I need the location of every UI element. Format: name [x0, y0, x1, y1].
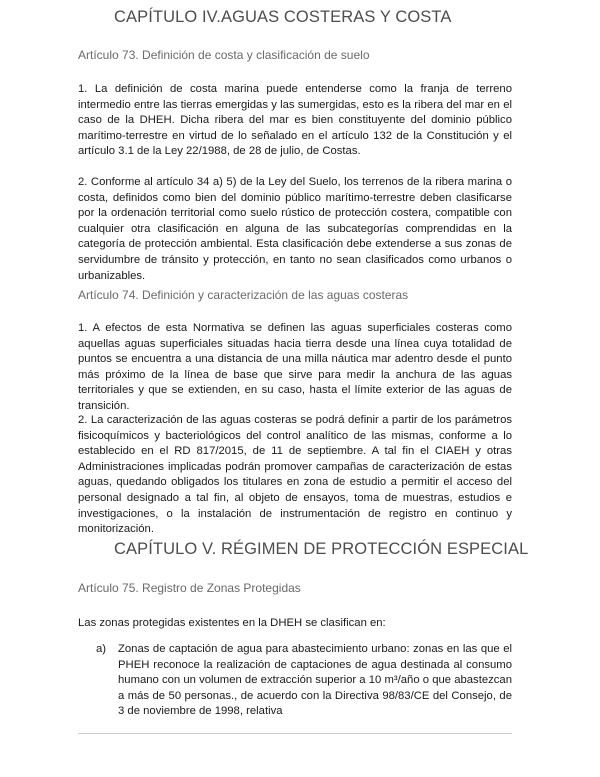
article-75-intro: Las zonas protegidas existentes en la DHEH se clasifican en: [78, 617, 386, 629]
article-73-paragraph-2: 2. Conforme al artículo 34 a) 5) de la Ley del Suelo, los terrenos de la ribera marina o costa, definidos como bien del dominio público marítimo-terrestre deben clasificarse por la ordenación territorial como suelo rústico de protección costera, compatible con cualquier otra clasificación en alguna de las subcategorías comprendidas en la categoría de protección ambiental. Esta clasificación debe extenderse a sus zonas de servidumbre de tránsito y protección, en tanto no sean clasificados como urbanos o urbanizables. [78, 176, 512, 282]
article-75-title: Artículo 75. Registro de Zonas Protegidas [78, 581, 301, 595]
article-74-paragraph-2: 2. La caracterización de las aguas costeras se podrá definir a partir de los parámetros fisicoquímicos y bacteriológicos del control analítico de las mismas, conforme a lo establecido en el RD 817/2015, de 11 de septiembre. A tal fin el CIAEH y otras Administraciones implicadas podrán promover campañas de caracterización de estas aguas, quedando obligados los titulares en zona de estudio a permitir el acceso del personal designado a tal fin, al objeto de ensayos, toma de muestras, estudios e investigaciones, o la instalación de instrumentación de registro en continuo y monitorización. [78, 414, 512, 536]
list-item-a-text: Zonas de captación de agua para abastecimiento urbano: zonas en las que el PHEH reconoce la realización de captaciones de agua destinada al consumo humano con un volumen de extracción superior a 10 m³/año o que abastezcan a más de 50 personas., de acuerdo con la Directiva 98/83/CE del Consejo, de 3 de noviembre de 1998, relativa [118, 643, 512, 718]
article-74-paragraph-1: 1. A efectos de esta Normativa se definen las aguas superficiales costeras como aquellas aguas superficiales situadas hacia tierra desde una línea cuya totalidad de puntos se encuentra a una distancia de una milla náutica mar adentro desde el punto más próximo de la línea de base que sirve para medir la anchura de las aguas territoriales y que se extienden, en su caso, hasta el límite exterior de las aguas de transición. [78, 322, 512, 412]
list-marker-a: a) [96, 643, 107, 655]
article-73-paragraph-1: 1. La definición de costa marina puede entenderse como la franja de terreno intermedio entre las tierras emergidas y las sumergidas, esto es la ribera del mar en el caso de la DHEH. Dicha ribera del mar es bien constituyente del dominio público marítimo-terrestre en virtud de lo señalado en el artículo 132 de la Constitución y el artículo 3.1 de la Ley 22/1988, de 28 de julio, de Costas. [78, 83, 512, 158]
article-73-title: Artículo 73. Definición de costa y clasificación de suelo [78, 48, 370, 62]
chapter-iv-heading: CAPÍTULO IV.AGUAS COSTERAS Y COSTA [114, 8, 452, 26]
article-74-title: Artículo 74. Definición y caracterización de las aguas costeras [78, 288, 409, 302]
page-divider [78, 733, 512, 734]
chapter-v-heading: CAPÍTULO V. RÉGIMEN DE PROTECCIÓN ESPECIAL [114, 540, 529, 558]
